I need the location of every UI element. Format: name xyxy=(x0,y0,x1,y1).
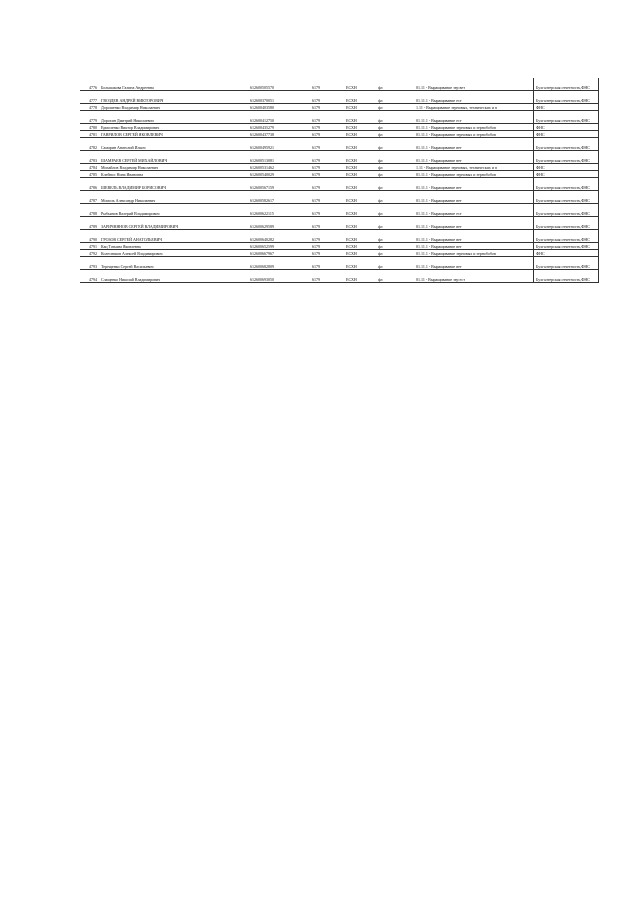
data-source: ФНС xyxy=(534,171,599,178)
region-code: 6179 xyxy=(310,270,344,283)
table-row xyxy=(80,191,599,204)
region-code: 6179 xyxy=(310,191,344,204)
inn-code: 612600567159 xyxy=(248,178,310,191)
data-source: Бухгалтерская отчетность,ФНС xyxy=(534,191,599,204)
entity-name: ШЕВЕЛЬ ВЛАДИМИР БОРИСОВИЧ xyxy=(99,178,248,191)
tax-regime: ЕСХН xyxy=(344,124,376,131)
region-code: 6179 xyxy=(310,243,344,250)
activity-code: 01.11.1 - Выращивание вет xyxy=(414,217,534,230)
table-row xyxy=(80,138,599,151)
region-code: 6179 xyxy=(310,217,344,230)
entity-name: Дорохин Дмитрий Николаевич xyxy=(99,111,248,124)
row-number: 4777 xyxy=(80,91,99,104)
row-number: 4787 xyxy=(80,191,99,204)
tax-regime: ЕСХН xyxy=(344,111,376,124)
entity-type: фл xyxy=(376,104,414,111)
entity-type: фл xyxy=(376,131,414,138)
row-number: 4792 xyxy=(80,250,99,257)
region-code: 6179 xyxy=(310,257,344,270)
row-number: 4781 xyxy=(80,131,99,138)
inn-code: 612600531462 xyxy=(248,164,310,171)
row-number: 4780 xyxy=(80,124,99,131)
inn-code: 612600629589 xyxy=(248,217,310,230)
data-source: Бухгалтерская отчетность,ФНС xyxy=(534,230,599,243)
region-code: 6179 xyxy=(310,204,344,217)
table-row xyxy=(80,250,599,257)
table-row xyxy=(80,257,599,270)
data-source: ФНС xyxy=(534,124,599,131)
data-source: Бухгалтерская отчетность,ФНС xyxy=(534,178,599,191)
tax-regime: ЕСХН xyxy=(344,171,376,178)
entity-name: Самарин Анатолий Ильич xyxy=(99,138,248,151)
inn-code: 612600693050 xyxy=(248,270,310,283)
data-source: Бухгалтерская отчетность,ФНС xyxy=(534,111,599,124)
row-number: 4785 xyxy=(80,171,99,178)
row-number: 4779 xyxy=(80,111,99,124)
activity-code: 01.11.1 - Выращивание вет xyxy=(414,178,534,191)
entity-type: фл xyxy=(376,204,414,217)
table-row xyxy=(80,78,599,91)
activity-code: 01.11.1 - Выращивание вет xyxy=(414,151,534,164)
table-row xyxy=(80,270,599,283)
inn-code: 612600370051 xyxy=(248,91,310,104)
table-row xyxy=(80,243,599,250)
row-number: 4789 xyxy=(80,217,99,230)
tax-regime: ЕСХН xyxy=(344,257,376,270)
tax-regime: ЕСХН xyxy=(344,178,376,191)
region-code: 6179 xyxy=(310,131,344,138)
tax-regime: ЕСХН xyxy=(344,78,376,91)
row-number: 4782 xyxy=(80,138,99,151)
tax-regime: ЕСХН xyxy=(344,243,376,250)
entity-type: фл xyxy=(376,217,414,230)
region-code: 6179 xyxy=(310,178,344,191)
activity-code: 01.11 - Выращивание зер ест xyxy=(414,270,534,283)
inn-code: 612600622115 xyxy=(248,204,310,217)
tax-regime: ЕСХН xyxy=(344,151,376,164)
activity-code: 01.11.1 - Выращивание зерновых и зернобобов xyxy=(414,171,534,178)
entity-type: фл xyxy=(376,124,414,131)
entity-name: Ермоленко Виктор Владимирович xyxy=(99,124,248,131)
activity-code: 01.11.1 - Выращивание вет xyxy=(414,257,534,270)
entity-name: Михайлов Владимир Николаевич xyxy=(99,164,248,171)
data-source: Бухгалтерская отчетность,ФНС xyxy=(534,91,599,104)
region-code: 6179 xyxy=(310,138,344,151)
table-row xyxy=(80,230,599,243)
tax-regime: ЕСХН xyxy=(344,270,376,283)
table-row xyxy=(80,124,599,131)
table-row xyxy=(80,151,599,164)
row-number: 4794 xyxy=(80,270,99,283)
entity-name: ШАМРАЕВ СЕРГЕЙ МИХАЙЛОВИЧ xyxy=(99,151,248,164)
region-code: 6179 xyxy=(310,171,344,178)
activity-code: 01.11.1 - Выращивание зерновых и зернобобов xyxy=(414,131,534,138)
entity-name: ЗАРИЧНЯНОВ СЕРГЕЙ ВЛАДИМИРОВИЧ xyxy=(99,217,248,230)
table-row xyxy=(80,104,599,111)
tax-regime: ЕСХН xyxy=(344,250,376,257)
data-source: Бухгалтерская отчетность,ФНС xyxy=(534,151,599,164)
data-source: Бухгалтерская отчетность,ФНС xyxy=(534,78,599,91)
entity-name: Большакова Галина Андреевна xyxy=(99,78,248,91)
entity-type: фл xyxy=(376,171,414,178)
table-row xyxy=(80,171,599,178)
entity-type: фл xyxy=(376,270,414,283)
entity-name: Слащенко Николай Владимирович xyxy=(99,270,248,283)
row-number: 4790 xyxy=(80,230,99,243)
entity-type: фл xyxy=(376,111,414,124)
entity-type: фл xyxy=(376,230,414,243)
region-code: 6179 xyxy=(310,104,344,111)
entity-name: ГРОЗОВ СЕРГЕЙ АНАТОЛЬЕВИЧ xyxy=(99,230,248,243)
inn-code: 612600652599 xyxy=(248,243,310,250)
table-row xyxy=(80,178,599,191)
region-code: 6179 xyxy=(310,91,344,104)
row-number: 4788 xyxy=(80,204,99,217)
entity-name: Колесников Алексей Владимирович xyxy=(99,250,248,257)
inn-code: 612600403580 xyxy=(248,104,310,111)
activity-code: 01.11.1 - Выращивание вет xyxy=(414,230,534,243)
region-code: 6179 xyxy=(310,78,344,91)
region-code: 6179 xyxy=(310,230,344,243)
inn-code: 612600412750 xyxy=(248,111,310,124)
row-number: 4791 xyxy=(80,243,99,250)
inn-code: 612600667967 xyxy=(248,250,310,257)
entity-name: Клейнос Нина Ивановна xyxy=(99,171,248,178)
entity-name: Дорошенко Владимир Николаевич xyxy=(99,104,248,111)
region-code: 6179 xyxy=(310,250,344,257)
inn-code: 612600505570 xyxy=(248,78,310,91)
activity-code: 01.11.1 - Выращивание вет xyxy=(414,243,534,250)
entity-type: фл xyxy=(376,178,414,191)
tax-regime: ЕСХН xyxy=(344,131,376,138)
data-source: Бухгалтерская отчетность,ФНС xyxy=(534,138,599,151)
activity-code: 01.11 - Выращивание зер вет xyxy=(414,78,534,91)
entity-name: Терещенко Сергей Васильевич xyxy=(99,257,248,270)
entity-name: ГВОЗДЕВ АНДРЕЙ ВИКТОРОВИЧ xyxy=(99,91,248,104)
table-row xyxy=(80,204,599,217)
inn-code: 612600682809 xyxy=(248,257,310,270)
data-source: Бухгалтерская отчетность,ФНС xyxy=(534,204,599,217)
row-number: 4786 xyxy=(80,178,99,191)
region-code: 6179 xyxy=(310,164,344,171)
activity-code: 01.11.1 - Выращивание вет xyxy=(414,138,534,151)
entity-name: Момоль Александр Николаевич xyxy=(99,191,248,204)
data-source: ФНС xyxy=(534,164,599,171)
table-row xyxy=(80,131,599,138)
data-source: ФНС xyxy=(534,250,599,257)
entity-name: Кац Татьяна Яковлевна xyxy=(99,243,248,250)
entity-type: фл xyxy=(376,138,414,151)
entity-type: фл xyxy=(376,151,414,164)
inn-code: 612600437738 xyxy=(248,131,310,138)
entity-type: фл xyxy=(376,191,414,204)
data-source: Бухгалтерская отчетность,ФНС xyxy=(534,270,599,283)
data-source: ФНС xyxy=(534,104,599,111)
table-row xyxy=(80,217,599,230)
row-number: 4776 xyxy=(80,78,99,91)
entity-type: фл xyxy=(376,78,414,91)
region-code: 6179 xyxy=(310,151,344,164)
inn-code: 612600513081 xyxy=(248,151,310,164)
entity-name: ГАВРИЛОВ СЕРГЕЙ ЯКОВЛЕВИЧ xyxy=(99,131,248,138)
data-source: ФНС xyxy=(534,131,599,138)
entity-type: фл xyxy=(376,250,414,257)
table-row xyxy=(80,91,599,104)
activity-code: 01.11.1 - Выращивание ест xyxy=(414,111,534,124)
tax-regime: ЕСХН xyxy=(344,230,376,243)
entity-type: фл xyxy=(376,164,414,171)
entity-type: фл xyxy=(376,91,414,104)
row-number: 4778 xyxy=(80,104,99,111)
activity-code: 1.11 - Выращивание зерновых, технических и п xyxy=(414,164,534,171)
tax-regime: ЕСХН xyxy=(344,191,376,204)
table-row xyxy=(80,164,599,171)
tax-regime: ЕСХН xyxy=(344,104,376,111)
tax-regime: ЕСХН xyxy=(344,138,376,151)
entity-type: фл xyxy=(376,243,414,250)
inn-code: 612600540029 xyxy=(248,171,310,178)
inn-code: 612600640282 xyxy=(248,230,310,243)
activity-code: 01.11.1 - Выращивание ест xyxy=(414,91,534,104)
entity-name: Рыбьянов Валерий Владимирович xyxy=(99,204,248,217)
activity-code: 01.11.1 - Выращивание ест xyxy=(414,204,534,217)
region-code: 6179 xyxy=(310,124,344,131)
tax-regime: ЕСХН xyxy=(344,204,376,217)
activity-code: 01.11.1 - Выращивание вет xyxy=(414,191,534,204)
entity-type: фл xyxy=(376,257,414,270)
data-source: Бухгалтерская отчетность,ФНС xyxy=(534,257,599,270)
inn-code: 612600435279 xyxy=(248,124,310,131)
row-number: 4783 xyxy=(80,151,99,164)
inn-code: 612600582617 xyxy=(248,191,310,204)
row-number: 4784 xyxy=(80,164,99,171)
activity-code: 01.11.1 - Выращивание зерновых и зернобобов xyxy=(414,250,534,257)
activity-code: 1.11 - Выращивание зерновых, технических и п xyxy=(414,104,534,111)
inn-code: 612600495921 xyxy=(248,138,310,151)
tax-regime: ЕСХН xyxy=(344,217,376,230)
data-source: Бухгалтерская отчетность,ФНС xyxy=(534,217,599,230)
table-row xyxy=(80,111,599,124)
tax-regime: ЕСХН xyxy=(344,164,376,171)
report-sheet xyxy=(80,78,590,283)
row-number: 4793 xyxy=(80,257,99,270)
tax-regime: ЕСХН xyxy=(344,91,376,104)
data-source: Бухгалтерская отчетность,ФНС xyxy=(534,243,599,250)
activity-code: 01.11.1 - Выращивание зерновых и зернобобов xyxy=(414,124,534,131)
region-code: 6179 xyxy=(310,111,344,124)
entity-table xyxy=(80,78,599,283)
